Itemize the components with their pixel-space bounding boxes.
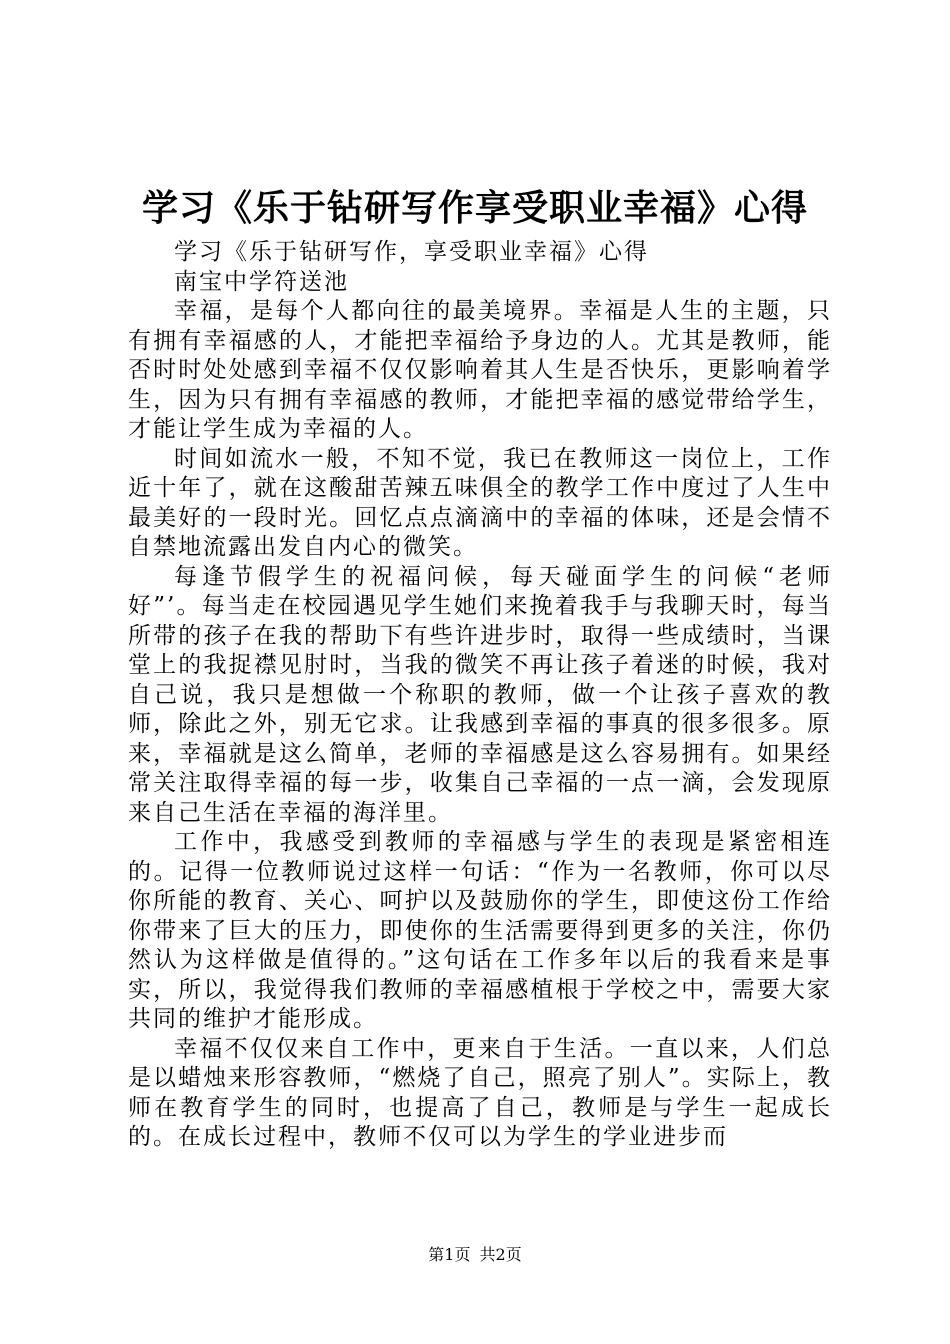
document-body	[128, 238, 832, 1153]
body-paragraph: 幸福，是每个人都向往的最美境界。幸福是人生的主题，只有拥有幸福感的人，才能把幸福给予身边的人。尤其是教师，能否时时处处感到幸福不仅仅影响着其人生是否快乐，更影响着学生，因为只有拥有幸福感的教师，才能把幸福的感觉带给学生，才能让学生成为幸福的人。	[128, 298, 832, 442]
body-paragraph: 工作中，我感受到教师的幸福感与学生的表现是紧密相连的。记得一位教师说过这样一句话：“作为一名教师，你可以尽你所能的教育、关心、呵护以及鼓励你的学生，即使这份工作给你带来了巨大的压力，即使你的生活需要得到更多的关注，你仍然认为这样做是值得的。”这句话在工作多年以后的我看来是事实，所以，我觉得我们教师的幸福感植根于学校之中，需要大家共同的维护才能形成。	[128, 829, 832, 1032]
document-title: 学习《乐于钻研写作享受职业幸福》心得	[141, 187, 808, 229]
author-line: 南宝中学符送池	[174, 268, 349, 295]
page-total: 共2页	[479, 1245, 522, 1264]
page-number: 第1页	[428, 1245, 471, 1264]
document-subtitle: 学习《乐于钻研写作，享受职业幸福》心得	[174, 239, 649, 265]
body-paragraph: 幸福不仅仅来自工作中，更来自于生活。一直以来，人们总是以蜡烛来形容教师，“燃烧了自己，照亮了别人”。实际上，教师在教育学生的同时，也提高了自己，教师是与学生一起成长的。在成长过程中，教师不仅可以为学生的学业进步而	[128, 1035, 832, 1150]
body-paragraph: 每逢节假学生的祝福问候，每天碰面学生的问候“老师好”’。每当走在校园遇见学生她们来挽着我手与我聊天时，每当所带的孩子在我的帮助下有些许进步时，取得一些成绩时，当课堂上的我捉襟见肘时，当我的微笑不再让孩子着迷的时候，我对自己说，我只是想做一个称职的教师，做一个让孩子喜欢的教师，除此之外，别无它求。让我感到幸福的事真的很多很多。原来，幸福就是这么简单，老师的幸福感是这么容易拥有。如果经常关注取得幸福的每一步，收集自己幸福的一点一滴，会发现原来自己生活在幸福的海洋里。	[128, 563, 832, 826]
body-paragraph: 时间如流水一般，不知不觉，我已在教师这一岗位上，工作近十年了，就在这酸甜苦辣五味俱全的教学工作中度过了人生中最美好的一段时光。回忆点点滴滴中的幸福的体味，还是会情不自禁地流露出发自内心的微笑。	[128, 445, 832, 560]
page-footer	[0, 1244, 950, 1266]
